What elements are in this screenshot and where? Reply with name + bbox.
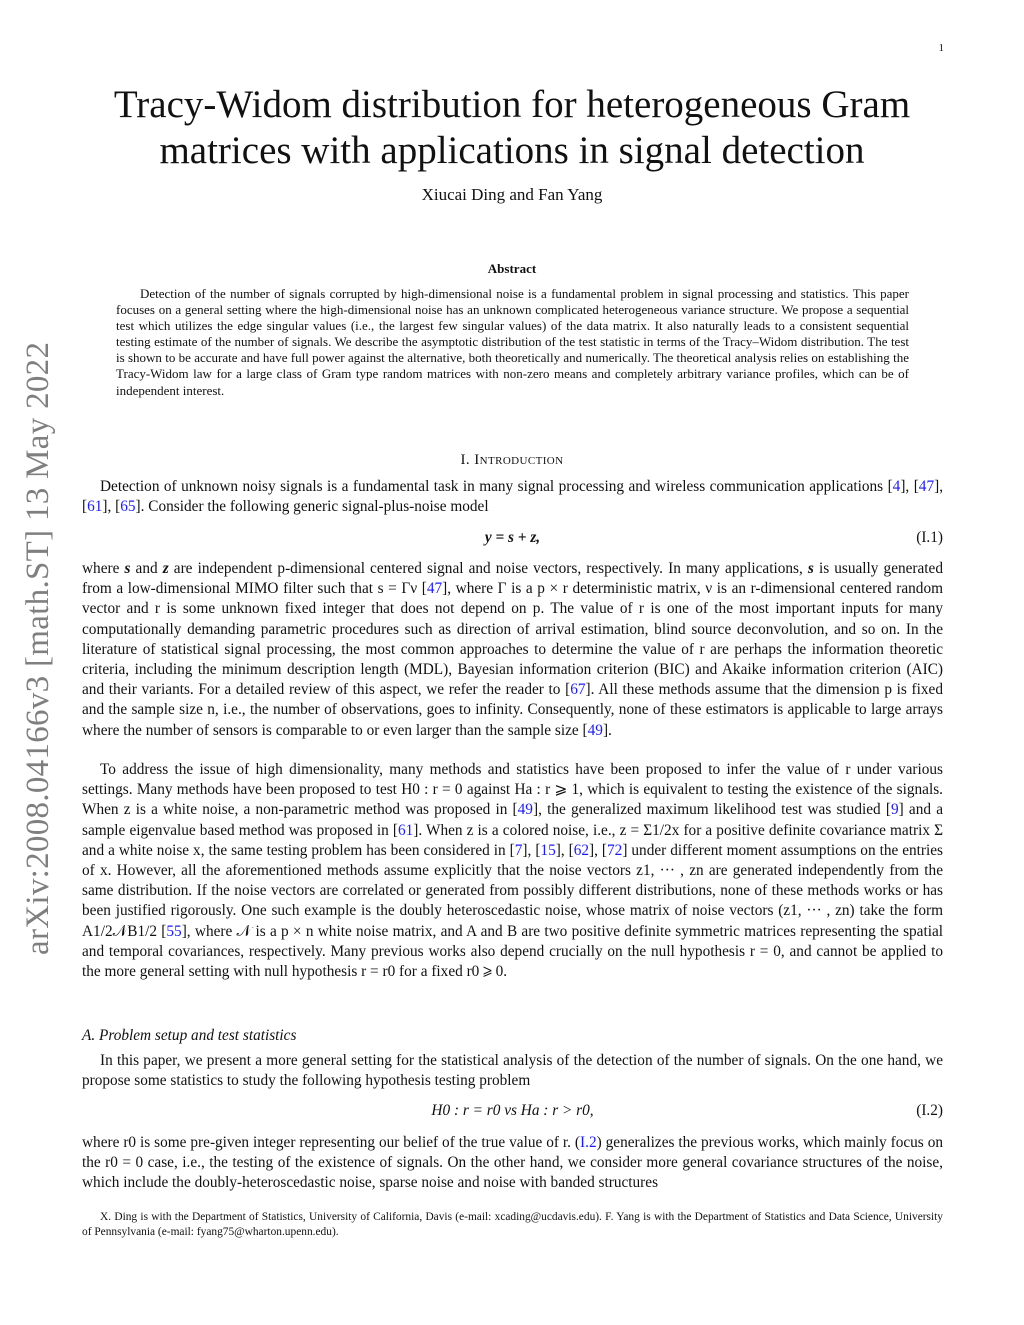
citation-link[interactable]: 72 [607, 841, 623, 859]
text-run: . Consider the following generic signal-plus-noise model [140, 498, 489, 516]
math-var: z [162, 560, 169, 577]
citation-link[interactable]: 7 [514, 841, 523, 859]
intro-paragraph-3: To address the issue of high dimensionality, many methods and statistics have been proposed to infer the value of r under various settings. Many methods have been proposed to test H0 : r = 0 against Ha : r ⩾ 1, which is equivalent to testing the existence of the signals. When z is a white noise, a non-parametric method was proposed in [49], the generalized maximum likelihood test was studied [9] and a sample eigenvalue based method was proposed in [61]. When z is a colored noise, i.e., z = Σ1/2x for a positive definite covariance matrix Σ and a white noise x, the same testing problem has been considered in [7], [15], [62], [72] under different moment assumptions on the entries of x. However, all the aforementioned methods assume explicitly that the noise vectors z1, ··· , zn are generated independently from the same distribution. If the noise vectors are correlated or generated from possibly different distributions, none of these methods works or has been justified rigorously. One such example is the doubly heteroscedastic noise, whose matrix of noise vectors (z1, ··· , zn) take the form A1/2𝒩B1/2 [55], where 𝒩 is a p × n white noise matrix, and A and B are two positive definite symmetric matrices representing the spatial and temporal covariances, respectively. Many previous works also depend crucially on the null hypothesis r = 0, and cannot be applied to the more general setting with null hypothesis r = r0 for a fixed r0 ⩾ 0. [82, 761, 944, 981]
citation-link[interactable]: 47 [426, 580, 443, 598]
paper-title [60, 82, 964, 174]
equation-I-2 [82, 1102, 943, 1124]
text-run: where [82, 560, 125, 577]
equation-expression: y = s + z, [484, 529, 541, 546]
text-run: under different moment assumptions on the entries of x. However, all the aforementioned methods assume explicitly that the noise vectors z1, ··· , zn are generated independently from the same distribution. If the noise vectors are correlated or generated from possibly different distributions, none of these methods works or has been justified rigorously. One such example is the doubly heteroscedastic noise, whose matrix of noise vectors (z1, ··· , zn) take the form A1/2𝒩B1/2 [82, 841, 944, 940]
text-run: and [130, 560, 163, 577]
citation-link[interactable]: 67 [570, 681, 586, 699]
text-run: and a sample eigenvalue based method was proposed in [82, 801, 943, 839]
text-run: , the generalized maximum likelihood test was studied [538, 801, 886, 819]
text-run: . When z is a colored noise, i.e., z = Σ1/2x for a positive definite covariance matrix Σ and a white noise x, the same testing problem has been considered in [82, 821, 943, 859]
text-run: . [608, 721, 612, 739]
title-line-1: Tracy-Widom distribution for heterogeneous Gram [113, 83, 911, 126]
text-run: is usually generated from a low-dimensional MIMO filter such that s = Γν [82, 560, 943, 598]
text-run: , where 𝒩 is a p × n white noise matrix, and A and B are two positive definite symmetric matrices representing the spatial and temporal covariances, respectively. Many previous works also depend crucially on the null hypothesis r = 0, and cannot be applied to the more general setting with null hypothesis r = r0 for a fixed r0 ⩾ 0. [82, 922, 943, 981]
section-a-paragraph-1: In this paper, we present a more general setting for the statistical analysis of the detection of the number of signals. On the one hand, we propose some statistics to study the following hypothesis testing problem [82, 1052, 943, 1090]
equation-expression: H0 : r = r0 vs Ha : r > r0, [431, 1102, 594, 1119]
subsection-heading: A. Problem setup and test statistics [82, 1027, 297, 1044]
citation-link[interactable]: 55 [166, 922, 182, 940]
text-run: To address the issue of high dimensionality, many methods and statistics have been proposed to infer the value of r under various settings. Many methods have been proposed to test H0 : r = 0 against Ha : r ⩾ 1, which is equivalent to testing the existence of the signals. When z is a white noise, a non-parametric method was proposed in [82, 761, 943, 819]
author-footnote: X. Ding is with the Department of Statistics, University of California, Davis (e-mail: xcading@ucdavis.edu). F. Yang is with the Department of Statistics and Data Science, University of Pennsylvania (e-mail: fyang75@wharton.upenn.edu). [82, 1211, 943, 1238]
page-number: 1 [938, 42, 944, 54]
text-run: , where Γ is a p × r deterministic matrix, ν is an r-dimensional centered random vector and r is some unknown fixed integer that does not depend on p. The value of r is one of the most important inputs for many computationally demanding parametric procedures such as direction of arrival estimation, blind source deconvolution, and so on. In the literature of statistical signal processing, the most common approaches to determine the value of r are perhaps the information theoretic criteria, including the minimum description length (MDL), Bayesian information criterion (BIC) and Akaike information criterion (AIC) and their variants. For a detailed review of this aspect, we refer the reader to [82, 580, 943, 699]
math-var: s [807, 560, 814, 577]
citation-link[interactable]: 15 [540, 841, 556, 859]
authors: Xiucai Ding and Fan Yang [421, 185, 603, 204]
citation-link[interactable]: 61 [87, 498, 103, 516]
citation-link[interactable]: 62 [573, 841, 590, 859]
title-line-2: matrices with applications in signal detection [159, 129, 865, 172]
equation-I-1 [82, 529, 943, 551]
citation-link[interactable]: 49 [587, 721, 603, 739]
section-number: I. [460, 452, 471, 468]
arxiv-identifier-stamp: arXiv:2008.04166v3 [math.ST] 13 May 2022 [20, 341, 56, 955]
section-a-paragraph-2 [82, 1133, 943, 1194]
text-run: Detection of unknown noisy signals is a fundamental task in many signal processing and wireless communication applications [100, 478, 888, 495]
text-run: ) generalizes the previous works, which mainly focus on the r0 = 0 case, i.e., the testing of the existence of signals. On the other hand, we consider more general covariance structures of the noise, which include the doubly-heteroscedastic noise, sparse noise and noise with banded structures [82, 1134, 943, 1192]
abstract-heading: Abstract [487, 261, 537, 276]
text-run: are independent p-dimensional centered signal and noise vectors, respectively. In many applications, [168, 560, 808, 577]
abstract-body: Detection of the number of signals corrupted by high-dimensional noise is a fundamental problem in signal processing and statistics. This paper focuses on a general setting where the high-dimensional noise has an unknown complicated heterogeneous variance structure. We propose a sequential test which utilizes the edge singular values (i.e., the largest few singular values) of the data matrix. It also naturally leads to a consistent sequential testing estimate of the number of signals. We describe the asymptotic distribution of the test statistic in terms of the Tracy–Widom distribution. The test is shown to be accurate and have full power against the alternative, both theoretically and numerically. The theoretical analysis relies on establishing the Tracy-Widom law for a large class of Gram type random matrices with non-zero means and completely arbitrary variance profiles, which can be of independent interest. [116, 286, 909, 398]
equation-number: (I.1) [916, 529, 943, 546]
equation-number: (I.2) [916, 1102, 943, 1119]
section-heading-introduction [60, 452, 964, 469]
citation-link[interactable]: 47 [918, 478, 935, 495]
math-var: s [124, 560, 131, 577]
citation-link[interactable]: 61 [397, 821, 414, 839]
citation-link[interactable]: 65 [120, 498, 136, 516]
intro-paragraph-2: where s and z are independent p-dimensional centered signal and noise vectors, respectively. In many applications, s is usually generated from a low-dimensional MIMO filter such that s = Γν [47], where Γ is a p × r deterministic matrix, ν is an r-dimensional centered random vector and r is some unknown fixed integer that does not depend on p. The value of r is one of the most important inputs for many computationally demanding parametric procedures such as direction of arrival estimation, blind source deconvolution, and so on. In the literature of statistical signal processing, the most common approaches to determine the value of r are perhaps the information theoretic criteria, including the minimum description length (MDL), Bayesian information criterion (BIC) and Akaike information criterion (AIC) and their variants. For a detailed review of this aspect, we refer the reader to [67]. All these methods assume that the dimension p is fixed and the sample size n, i.e., the number of observations, goes to infinity. Consequently, none of these estimators is applicable to large arrays where the number of sensors is comparable to or even larger than the sample size [49]. [82, 560, 943, 739]
section-title: Introduction [474, 452, 564, 468]
citation-link[interactable]: 49 [517, 801, 533, 819]
citation-link[interactable]: 4 [892, 478, 901, 495]
intro-paragraph-1: Detection of unknown noisy signals is a fundamental task in many signal processing and wireless communication applications [4], [47], [61], [65]. Consider the following generic signal-plus-noise model [82, 478, 944, 516]
text-run: where r0 is some pre-given integer representing our belief of the true value of r. ( [82, 1134, 581, 1151]
equation-reference-link[interactable]: I.2 [580, 1134, 597, 1151]
citation-link[interactable]: 9 [890, 801, 899, 819]
text-run: . All these methods assume that the dimension p is fixed and the sample size n, i.e., the number of observations, goes to infinity. Consequently, none of these estimators is applicable to large arrays where the number of sensors is comparable to or even larger than the sample size [82, 681, 943, 739]
